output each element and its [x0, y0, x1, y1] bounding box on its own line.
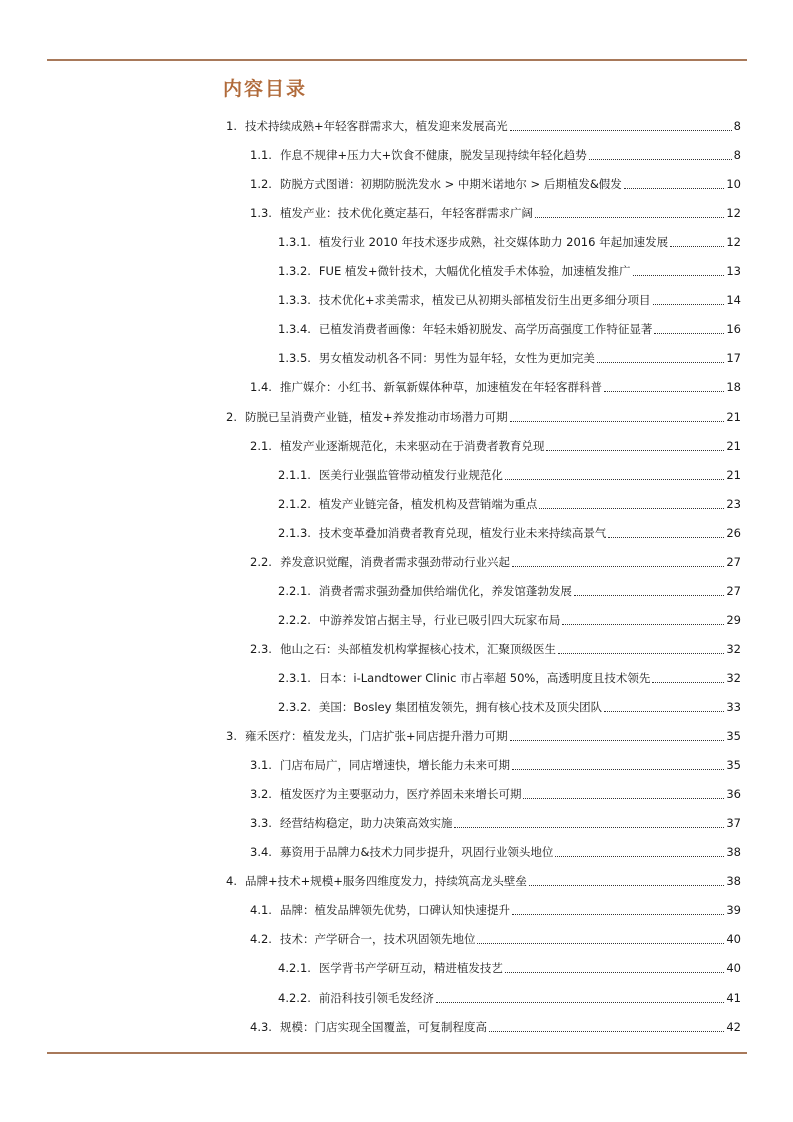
toc-entry-text: 他山之石：头部植发机构掌握核心技术，汇聚顶级医生: [279, 642, 556, 656]
toc-entry-page: 36: [726, 787, 741, 801]
toc-entry[interactable]: [250, 175, 741, 193]
toc-entry-text: 经营结构稳定，助力决策高效实施: [279, 816, 453, 830]
toc-entry-text: 植发产业链完备，植发机构及营销端为重点: [318, 497, 538, 511]
toc-entry-text: 消费者需求强劲叠加供给端优化，养发馆蓬勃发展: [318, 584, 572, 598]
toc-entry-text: 防脱已呈消费产业链，植发+养发推动市场潜力可期: [244, 410, 508, 424]
toc-entry[interactable]: [278, 349, 741, 367]
toc-entry-text: FUE 植发+微针技术，大幅优化植发手术体验，加速植发推广: [318, 264, 631, 278]
toc-leader-dots: [558, 653, 724, 654]
toc-entry-text: 日本：i-Landtower Clinic 市占率超 50%，高透明度且技术领先: [318, 671, 651, 685]
toc-entry-text: 技术变革叠加消费者教育兑现，植发行业未来持续高景气: [318, 526, 607, 540]
toc-entry[interactable]: [226, 727, 741, 745]
toc-leader-dots: [574, 595, 724, 596]
toc-leader-dots: [562, 624, 724, 625]
toc-entry-number: 3.1.: [250, 758, 272, 772]
footer-rule: [47, 1052, 747, 1054]
toc-leader-dots: [510, 740, 725, 741]
toc-entry-number: 1.3.: [250, 206, 272, 220]
toc-entry-text: 前沿科技引领毛发经济: [318, 991, 434, 1005]
toc-leader-dots: [604, 391, 724, 392]
toc-leader-dots: [539, 508, 724, 509]
toc-entry[interactable]: [278, 233, 741, 251]
toc-entry[interactable]: [250, 1018, 741, 1036]
toc-entry[interactable]: [250, 204, 741, 222]
toc-entry[interactable]: [278, 524, 741, 542]
toc-entry-page: 42: [726, 1020, 741, 1034]
toc-entry-page: 21: [726, 439, 741, 453]
toc-title: 内容目录: [223, 78, 308, 100]
toc-leader-dots: [510, 421, 725, 422]
toc-entry-text: 医美行业强监管带动植发行业规范化: [318, 468, 503, 482]
toc-entry[interactable]: [250, 437, 741, 455]
toc-entry-page: 40: [726, 932, 741, 946]
toc-entry-text: 植发行业 2010 年技术逐步成熟，社交媒体助力 2016 年起加速发展: [318, 235, 669, 249]
toc-entry[interactable]: [278, 320, 741, 338]
toc-leader-dots: [633, 275, 725, 276]
toc-entry-text: 品牌：植发品牌领先优势，口碑认知快速提升: [279, 903, 510, 917]
toc-entry-page: 8: [733, 148, 741, 162]
toc-entry-page: 29: [726, 613, 741, 627]
toc-entry-number: 2.: [226, 410, 237, 424]
toc-entry-page: 8: [733, 119, 741, 133]
toc-entry-page: 41: [726, 991, 741, 1005]
toc-entry[interactable]: [250, 930, 741, 948]
toc-entry[interactable]: [278, 291, 741, 309]
toc-entry-number: 4.3.: [250, 1020, 272, 1034]
toc-leader-dots: [653, 304, 725, 305]
toc-entry-text: 男女植发动机各不同：男性为显年轻，女性为更加完美: [318, 351, 595, 365]
toc-entry-text: 雍禾医疗：植发龙头，门店扩张+同店提升潜力可期: [244, 729, 508, 743]
toc-entry[interactable]: [278, 582, 741, 600]
toc-entry-number: 3.4.: [250, 845, 272, 859]
toc-leader-dots: [597, 362, 724, 363]
toc-entry[interactable]: [250, 756, 741, 774]
toc-entry-page: 33: [726, 700, 741, 714]
toc-leader-dots: [589, 159, 732, 160]
toc-entry-number: 4.: [226, 874, 237, 888]
toc-leader-dots: [505, 972, 724, 973]
toc-entry[interactable]: [278, 698, 741, 716]
toc-entry-number: 2.2.: [250, 555, 272, 569]
toc-entry-page: 40: [726, 961, 741, 975]
toc-entry-number: 4.1.: [250, 903, 272, 917]
toc-entry-page: 37: [726, 816, 741, 830]
toc-entry[interactable]: [250, 785, 741, 803]
toc-entry-text: 植发产业逐渐规范化，未来驱动在于消费者教育兑现: [279, 439, 545, 453]
toc-entry-text: 规模：门店实现全国覆盖，可复制程度高: [279, 1020, 487, 1034]
toc-entry[interactable]: [226, 872, 741, 890]
toc-entry-number: 1.1.: [250, 148, 272, 162]
toc-entry[interactable]: [250, 814, 741, 832]
toc-entry-text: 推广媒介：小红书、新氧新媒体种草，加速植发在年轻客群科普: [279, 380, 602, 394]
toc-leader-dots: [624, 188, 725, 189]
toc-entry-text: 养发意识觉醒，消费者需求强劲带动行业兴起: [279, 555, 510, 569]
toc-entry[interactable]: [250, 553, 741, 571]
toc-entry[interactable]: [250, 640, 741, 658]
toc-leader-dots: [510, 130, 732, 131]
toc-entry-number: 2.3.2.: [278, 700, 311, 714]
toc-entry-number: 2.2.1.: [278, 584, 311, 598]
toc-entry-number: 4.2.2.: [278, 991, 311, 1005]
toc-entry-page: 38: [726, 845, 741, 859]
toc-entry[interactable]: [278, 669, 741, 687]
toc-leader-dots: [523, 798, 724, 799]
toc-entry[interactable]: [278, 466, 741, 484]
toc-entry-number: 3.: [226, 729, 237, 743]
toc-leader-dots: [512, 769, 724, 770]
toc-entry-page: 32: [726, 642, 741, 656]
toc-entry-number: 2.1.: [250, 439, 272, 453]
toc-entry[interactable]: [250, 146, 741, 164]
toc-entry-page: 27: [726, 555, 741, 569]
toc-entry[interactable]: [278, 262, 741, 280]
toc-leader-dots: [512, 914, 724, 915]
toc-entry-number: 1.4.: [250, 380, 272, 394]
toc-entry-number: 1.3.1.: [278, 235, 311, 249]
toc-entry-text: 中游养发馆占据主导，行业已吸引四大玩家布局: [318, 613, 561, 627]
toc-leader-dots: [529, 885, 724, 886]
toc-leader-dots: [512, 566, 724, 567]
toc-entry-text: 门店布局广，同店增速快，增长能力未来可期: [279, 758, 510, 772]
toc-entry-text: 植发医疗为主要驱动力，医疗养固未来增长可期: [279, 787, 522, 801]
toc-entry-text: 技术：产学研合一，技术巩固领先地位: [279, 932, 476, 946]
toc-entry-page: 32: [726, 671, 741, 685]
toc-leader-dots: [546, 450, 724, 451]
toc-leader-dots: [608, 537, 724, 538]
toc-entry-number: 1.3.3.: [278, 293, 311, 307]
toc-entry-page: 10: [726, 177, 741, 191]
toc-entry-page: 16: [726, 322, 741, 336]
toc-leader-dots: [555, 856, 724, 857]
toc-entry[interactable]: [250, 901, 741, 919]
toc-entry[interactable]: [278, 611, 741, 629]
toc-leader-dots: [670, 246, 724, 247]
toc-entry[interactable]: [278, 959, 741, 977]
toc-entry-page: 27: [726, 584, 741, 598]
toc-entry-text: 医学背书产学研互动，精进植发技艺: [318, 961, 503, 975]
toc-leader-dots: [652, 682, 724, 683]
toc-entry-number: 2.1.1.: [278, 468, 311, 482]
toc-entry-number: 2.1.2.: [278, 497, 311, 511]
toc-entry-number: 1.3.2.: [278, 264, 311, 278]
toc-entry-text: 植发产业：技术优化奠定基石，年轻客群需求广阔: [279, 206, 533, 220]
toc-entry-number: 1.2.: [250, 177, 272, 191]
toc-entry-number: 1.3.5.: [278, 351, 311, 365]
toc-entry-page: 14: [726, 293, 741, 307]
toc-entry-page: 17: [726, 351, 741, 365]
toc-entry[interactable]: [226, 408, 741, 426]
toc-entry[interactable]: [250, 843, 741, 861]
toc-entry-text: 已植发消费者画像：年轻未婚初脱发、高学历高强度工作特征显著: [318, 322, 653, 336]
toc-entry-page: 12: [726, 235, 741, 249]
toc-entry-text: 技术持续成熟+年轻客群需求大，植发迎来发展高光: [244, 119, 508, 133]
toc-leader-dots: [454, 827, 724, 828]
toc-entry-page: 12: [726, 206, 741, 220]
toc-entry-text: 美国：Bosley 集团植发领先，拥有核心技术及顶尖团队: [318, 700, 603, 714]
toc-entry[interactable]: [250, 378, 741, 396]
toc-entry-page: 21: [726, 468, 741, 482]
toc-entry-number: 3.3.: [250, 816, 272, 830]
toc-entry[interactable]: [226, 117, 741, 135]
toc-entry-text: 品牌+技术+规模+服务四维度发力，持续筑高龙头壁垒: [244, 874, 527, 888]
toc-entry-number: 4.2.: [250, 932, 272, 946]
toc-leader-dots: [505, 479, 724, 480]
toc-entry-page: 21: [726, 410, 741, 424]
toc-entry-page: 23: [726, 497, 741, 511]
toc-leader-dots: [604, 711, 724, 712]
toc-leader-dots: [477, 943, 724, 944]
toc-entry-page: 35: [726, 758, 741, 772]
toc-entry-number: 2.3.1.: [278, 671, 311, 685]
toc-entry-text: 作息不规律+压力大+饮食不健康，脱发呈现持续年轻化趋势: [279, 148, 587, 162]
toc-entry-text: 技术优化+求美需求，植发已从初期头部植发衍生出更多细分项目: [318, 293, 651, 307]
toc-entry-number: 1.3.4.: [278, 322, 311, 336]
toc-entry-number: 2.2.2.: [278, 613, 311, 627]
toc-leader-dots: [535, 217, 724, 218]
toc-entry-number: 3.2.: [250, 787, 272, 801]
toc-entry-page: 35: [726, 729, 741, 743]
toc-entry[interactable]: [278, 495, 741, 513]
toc-leader-dots: [436, 1002, 724, 1003]
toc-leader-dots: [654, 333, 724, 334]
toc-entry[interactable]: [278, 989, 741, 1007]
toc-entry-page: 13: [726, 264, 741, 278]
toc-entry-number: 2.1.3.: [278, 526, 311, 540]
toc-entry-number: 4.2.1.: [278, 961, 311, 975]
toc-entry-text: 募资用于品牌力&技术力同步提升，巩固行业领头地位: [279, 845, 554, 859]
toc-entry-page: 26: [726, 526, 741, 540]
toc-entry-page: 38: [726, 874, 741, 888]
toc-entry-page: 39: [726, 903, 741, 917]
toc-leader-dots: [489, 1031, 724, 1032]
toc-entry-page: 18: [726, 380, 741, 394]
toc-entry-text: 防脱方式图谱：初期防脱洗发水 > 中期米诺地尔 > 后期植发&假发: [279, 177, 622, 191]
toc-entry-number: 2.3.: [250, 642, 272, 656]
toc-entry-number: 1.: [226, 119, 237, 133]
